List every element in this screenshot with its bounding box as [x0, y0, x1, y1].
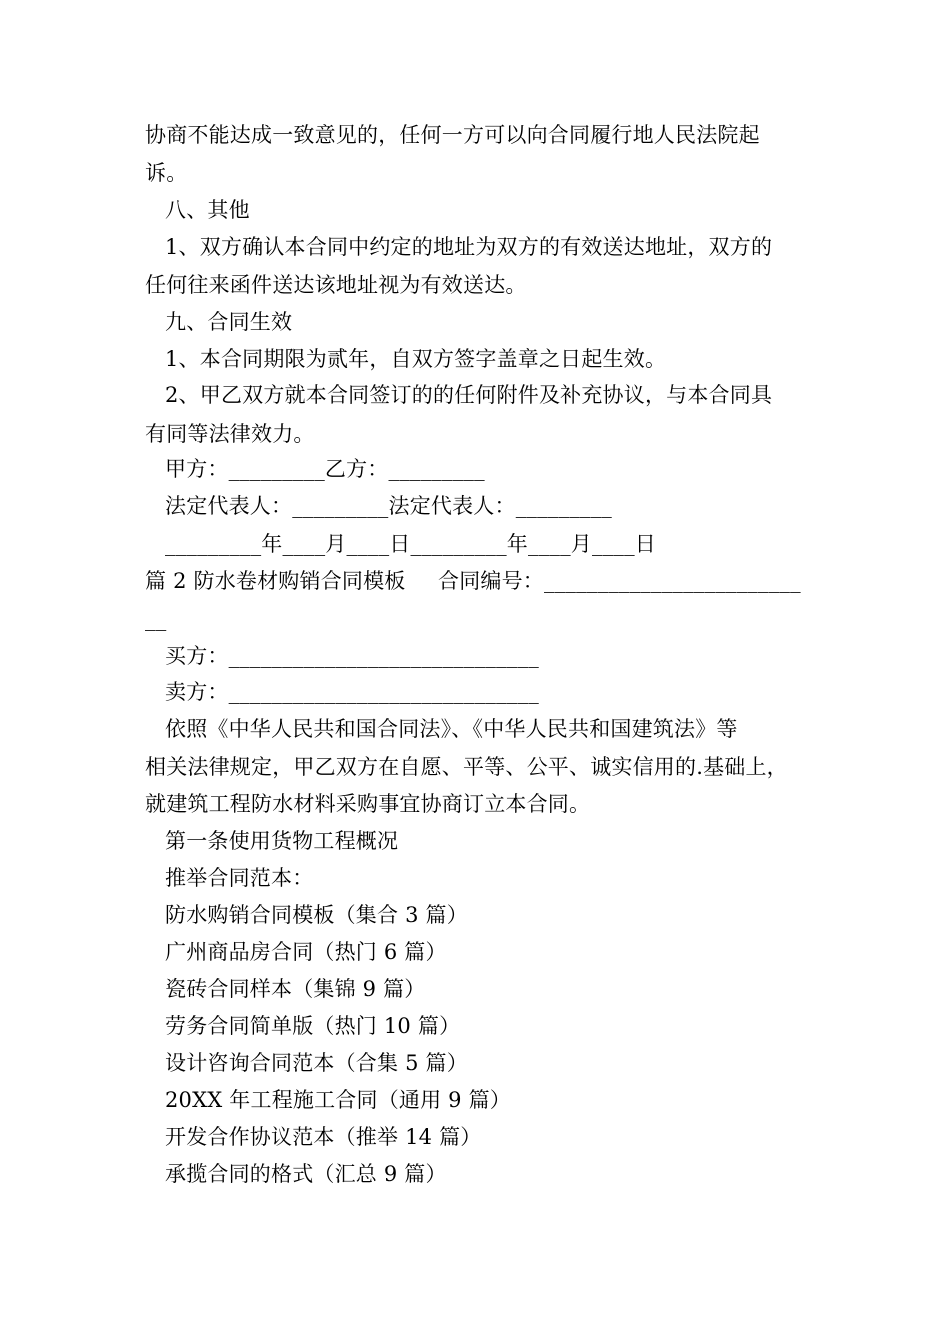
recommendation-item: 20XX 年工程施工合同（通用 9 篇）	[165, 1088, 512, 1112]
seller-line: 卖方：_____________________________	[165, 680, 539, 704]
contract-title: 篇 2 防水卷材购销合同模板	[145, 569, 406, 593]
recommendation-item: 承揽合同的格式（汇总 9 篇）	[165, 1162, 447, 1186]
contract-number-continuation: __	[145, 607, 167, 631]
paragraph-line: 任何往来函件送达该地址视为有效送达。	[145, 273, 527, 297]
section-heading: 九、合同生效	[165, 310, 293, 334]
recommendation-item: 开发合作协议范本（推举 14 篇）	[165, 1125, 482, 1149]
article-heading: 第一条使用货物工程概况	[165, 829, 399, 853]
paragraph-line: 依照《中华人民共和国合同法》、《中华人民共和国建筑法》等	[165, 717, 738, 741]
recommendation-heading: 推举合同范本：	[165, 866, 314, 890]
recommendation-item: 设计咨询合同范本（合集 5 篇）	[165, 1051, 468, 1075]
paragraph-line: 相关法律规定，甲乙双方在自愿、平等、公平、诚实信用的.基础上，	[145, 755, 788, 779]
recommendation-item: 广州商品房合同（热门 6 篇）	[165, 940, 447, 964]
signature-party-line: 甲方：_________乙方：_________	[165, 457, 485, 481]
recommendation-item: 防水购销合同模板（集合 3 篇）	[165, 903, 468, 927]
signature-representative-line: 法定代表人：_________法定代表人：_________	[165, 494, 612, 518]
signature-date-line: _________年____月____日_________年____月____日	[165, 532, 656, 556]
section-heading: 八、其他	[165, 198, 250, 222]
paragraph-line: 2、甲乙双方就本合同签订的的任何附件及补充协议，与本合同具	[165, 383, 773, 407]
paragraph-line: 协商不能达成一致意见的，任何一方可以向合同履行地人民法院起	[145, 123, 760, 147]
paragraph-line: 有同等法律效力。	[145, 422, 315, 446]
recommendation-item: 劳务合同简单版（热门 10 篇）	[165, 1014, 461, 1038]
paragraph-line: 诉。	[145, 161, 188, 185]
contract-number-line: 合同编号：________________________	[438, 569, 801, 593]
recommendation-item: 瓷砖合同样本（集锦 9 篇）	[165, 977, 426, 1001]
buyer-line: 买方：_____________________________	[165, 644, 539, 668]
paragraph-line: 就建筑工程防水材料采购事宜协商订立本合同。	[145, 792, 591, 816]
paragraph-line: 1、本合同期限为贰年，自双方签字盖章之日起生效。	[165, 347, 667, 371]
paragraph-line: 1、双方确认本合同中约定的地址为双方的有效送达地址，双方的	[165, 235, 773, 259]
